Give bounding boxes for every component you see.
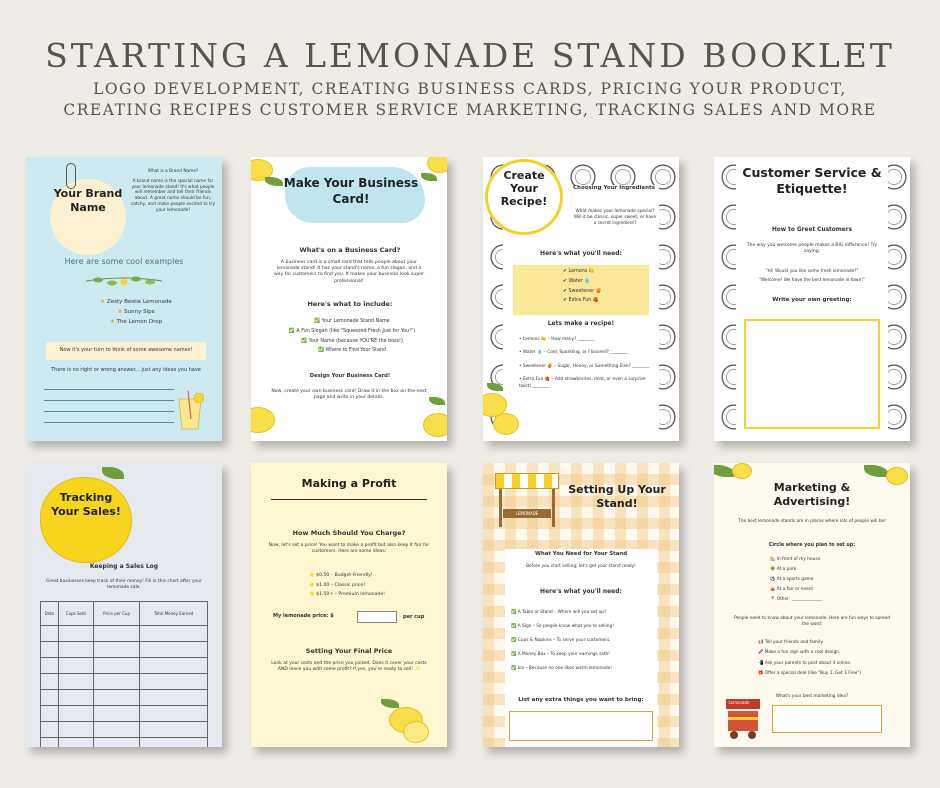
lemon-slice-icon — [403, 721, 429, 743]
place-option: 🌳 At a park — [770, 566, 797, 572]
section-text: What's your best marketing idea? — [775, 694, 849, 699]
leaf-icon — [381, 699, 399, 708]
page-title: Tracking Your Sales! — [51, 491, 121, 518]
page-brand-name — [26, 157, 222, 441]
section-text: Look at your costs and the price you picked. Does it cover your costs AND leave you with some profit? If yes, you're ready to sell! ✨ — [271, 661, 427, 673]
lemon-icon — [732, 463, 752, 479]
lemon-branch-icon — [84, 274, 164, 288]
section-text: The best lemonade stands are in places where lots of people will be! — [738, 519, 886, 524]
lemon-icon — [493, 413, 519, 435]
column-header: Price per Cup — [93, 602, 140, 626]
title-divider — [271, 499, 427, 500]
brand-text: A brand name is the special name for your lemonade stand! It's what people will remember and tell their friends about. A great name should be fun, catchy, and make people excited to try your lemonade! — [130, 178, 216, 213]
ingredient-item: ✔ Lemons 🍋 — [563, 269, 595, 274]
places-list — [770, 555, 890, 604]
page-title: Your Brand Name — [53, 187, 123, 214]
table-header-row — [41, 602, 208, 626]
ingredient-item: ✔ Water 💧 — [563, 278, 591, 284]
my-price-box — [357, 611, 397, 623]
leaf-icon — [487, 383, 503, 391]
page-tracking-sales — [26, 463, 222, 747]
no-wrong-answer-text: There is no right or wrong answer... just any ideas you have — [51, 367, 201, 373]
table-row — [41, 658, 208, 674]
table-row — [41, 706, 208, 722]
section-text: Before you start selling, let's get your stand ready! — [526, 564, 636, 569]
section-text: Now, let's set a price! You want to make a profit but also keep it fair for customers. Here are some ideas: — [268, 543, 430, 555]
section-text: Now, create your own business card! Draw it in the box on the next page and write in your details. — [271, 389, 427, 401]
leaf-icon — [102, 467, 124, 479]
include-list — [277, 317, 427, 356]
page-title: Marketing & Advertising! — [773, 481, 851, 508]
lemon-icon — [251, 407, 275, 433]
price-ideas-list — [309, 571, 429, 600]
place-option: 📍 Other: ______________ — [770, 596, 822, 602]
column-header: Total Money Earned — [140, 602, 208, 626]
place-option: 🏡 In front of my house — [770, 557, 821, 562]
booklet-title: STARTING A LEMONADE STAND BOOKLET — [45, 36, 895, 75]
place-option: ⚽ At a sports game — [770, 576, 814, 582]
write-line — [44, 411, 174, 412]
brand-question: What is a Brand Name? — [147, 169, 199, 174]
column-header: Cups Sold — [58, 602, 93, 626]
examples-list — [66, 297, 206, 328]
examples-heading: Here are some cool examples — [64, 257, 184, 266]
stand-need-item: ✅ Cups & Napkins – To serve your customers. — [511, 637, 611, 643]
page-title: Making a Profit — [301, 477, 397, 490]
write-line — [44, 389, 174, 390]
extra-items-box — [509, 711, 653, 741]
booklet-subtitle-line2: CREATING RECIPES CUSTOMER SERVICE MARKETING, TRACKING SALES AND MORE — [63, 101, 877, 119]
paperclip-icon — [66, 163, 76, 189]
marketing-idea: 🖍️ Make a fun sign with a cool design. — [758, 650, 841, 656]
cart-sign: Lemonade — [728, 700, 750, 705]
your-turn-banner: Now it's your turn to think of some awesome names! — [46, 342, 206, 360]
lemon-icon — [40, 477, 132, 563]
price-idea: ⭐ $1.00 – Classic price! — [309, 582, 366, 588]
recipe-item: • Sweetener 🍯 – Sugar, Honey, or Something Else? ________ — [519, 363, 650, 369]
section-heading: Choosing Your Ingredients — [573, 185, 655, 191]
marketing-idea: 📲 Ask your parents to post about it online. — [758, 660, 852, 666]
best-idea-box — [772, 705, 882, 733]
section-heading: How to Greet Customers — [771, 227, 853, 233]
section-heading: List any extra things you want to bring: — [518, 697, 644, 703]
greeting-quotes — [740, 269, 884, 284]
section-heading: Setting Your Final Price — [305, 647, 393, 655]
recipe-item: • Water 💧 – Cold, Sparkling, or Flavored? ________ — [519, 350, 628, 356]
ingredient-item: ✔ Extra Fun 🍓 — [563, 298, 599, 304]
page-business-card — [251, 157, 447, 441]
page-making-profit — [251, 463, 447, 747]
stand-icon — [499, 489, 555, 527]
marketing-ideas-list — [758, 638, 898, 679]
page-title: Make Your Business Card! — [283, 176, 419, 207]
booklet-subtitle-line1: LOGO DEVELOPMENT, CREATING BUSINESS CARDS, PRICING YOUR PRODUCT, — [93, 80, 847, 98]
stand-need-item: ✅ Ice – Because no one likes warm lemonade! — [511, 665, 612, 671]
page-setting-up-stand — [483, 463, 679, 747]
stand-needs-list — [511, 606, 657, 676]
marketing-idea: 📢 Tell your friends and family. — [758, 640, 824, 645]
section-heading: Here's what to include: — [307, 300, 393, 308]
example-item: ★ Sunny Sips — [117, 309, 155, 316]
table-row — [41, 626, 208, 642]
marketing-idea: 🎁 Offer a special deal (like "Buy 1, Get 1 Free") — [758, 670, 862, 676]
page-title: Customer Service & Etiquette! — [742, 165, 882, 196]
page-recipe — [483, 157, 679, 441]
place-option: 🎪 At a fair or event — [770, 586, 814, 592]
write-line — [44, 400, 174, 401]
section-text: Great businesses keep track of their money! Fill in this chart after your lemonade sale. — [46, 579, 202, 590]
greeting-quote: "Hi! Would you like some fresh lemonade?" — [765, 269, 859, 274]
greeting-answer-box — [744, 319, 880, 429]
section-heading: Keeping a Sales Log — [89, 563, 159, 570]
price-idea: ⭐ $0.50 – Budget-Friendly! — [309, 573, 373, 578]
write-line — [44, 422, 174, 423]
table-row — [41, 722, 208, 738]
lemon-icon — [423, 413, 447, 437]
leaf-icon — [429, 397, 445, 405]
column-header: Date — [41, 602, 59, 626]
recipe-item: • Extra Fun 🍓 – Add strawberries, mint, or even a surprise twist! ________ — [519, 377, 646, 389]
section-heading: Write your own greeting: — [772, 297, 852, 303]
my-price-label: My lemonade price: $ — [273, 613, 334, 619]
sales-log-table — [40, 601, 208, 747]
example-item: ★ The Lemon Drop — [109, 319, 163, 326]
table-row — [41, 738, 208, 748]
stand-need-item: ✅ A Sign – So people know what you're selling! — [511, 623, 614, 629]
page-title: Create Your Recipe! — [500, 169, 548, 209]
stand-need-item: ✅ A Money Box – To keep your earnings safe! — [511, 651, 610, 657]
stand-roof-icon — [495, 473, 559, 489]
stand-sign: LEMONADE — [503, 509, 551, 518]
lemonade-glass-icon — [176, 389, 204, 431]
include-item: ✅ Your Name (because YOU'RE the boss!) — [301, 338, 403, 344]
section-heading: Circle where you plan to set up: — [768, 543, 856, 548]
table-row — [41, 642, 208, 658]
ingredients-list — [563, 267, 643, 306]
section-text: A business card is a small card that tells people about your lemonade stand! It has your stand's name, a fun slogan, and a way for customers to find you. It makes your business look super professional! — [274, 260, 424, 284]
brand-description — [130, 169, 216, 214]
recipe-list — [519, 337, 653, 397]
leaf-icon — [421, 173, 437, 181]
page-title: Setting Up Your Stand! — [568, 483, 666, 510]
section-text: What makes your lemonade special? Will it be classic, super sweet, or have a secret ingredient? — [573, 209, 657, 226]
include-item: ✅ Your Lemonade Stand Name — [314, 319, 390, 324]
section-heading: What You Need for Your Stand — [534, 551, 628, 557]
section-heading: Design Your Business Card! — [309, 373, 391, 379]
table-row — [41, 690, 208, 706]
include-item: ✅ Where to Find Your Stand — [318, 348, 386, 354]
section-heading: How Much Should You Charge? — [292, 529, 406, 537]
section-heading: What's on a Business Card? — [299, 246, 401, 254]
leaf-icon — [714, 465, 734, 477]
recipe-item: • Lemons 🍋 – How many? ________ — [519, 337, 595, 342]
section-text: The way you welcome people makes a BIG difference! Try saying: — [746, 243, 878, 255]
section-heading: Here's what you'll need: — [540, 588, 622, 595]
section-heading: Lets make a recipe! — [547, 320, 615, 327]
section-heading: Here's what you'll need: — [540, 250, 622, 257]
page-customer-service — [714, 157, 910, 441]
leaf-icon — [864, 465, 888, 477]
lemon-icon — [427, 157, 447, 173]
section-text: People need to know about your lemonade. Here are fun ways to spread the word: — [734, 616, 890, 627]
example-item: ★ Zesty Bestie Lemonade — [100, 299, 172, 305]
per-cup-label: per cup — [403, 614, 425, 620]
greeting-quote: "Welcome! We have the best lemonade in town!" — [759, 277, 865, 283]
stand-need-item: ✅ A Table or Stand – Where will you set up? — [511, 610, 607, 615]
price-idea: ⭐ $1.50+ – Premium lemonade! — [309, 592, 385, 598]
include-item: ✅ A Fun Slogan (like "Squeezed Fresh Just for You!") — [288, 328, 416, 334]
table-row — [41, 674, 208, 690]
ingredient-item: ✔ Sweetener 🍯 — [563, 288, 602, 294]
page-marketing — [714, 463, 910, 747]
